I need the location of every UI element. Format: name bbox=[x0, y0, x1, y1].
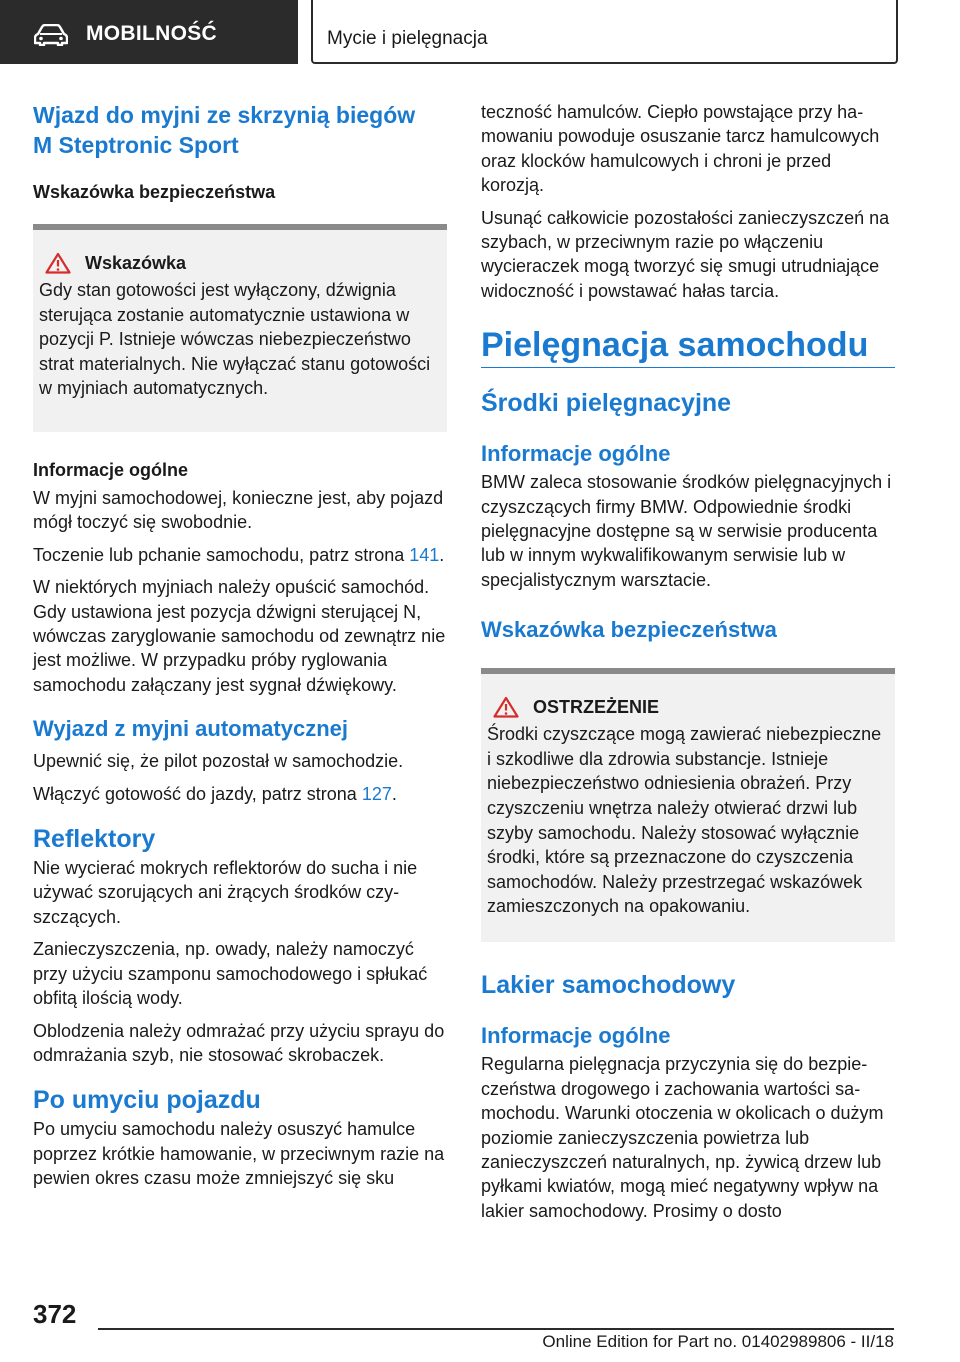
warning-box bbox=[481, 668, 895, 942]
header-category: MOBILNOŚĆ bbox=[86, 22, 218, 45]
notice-body: Gdy stan gotowości jest wyłączony, dźwignia sterująca zostanie automatycznie ustawiona w pozycji P. Istnieje wówczas niebezpieczeństwo strat materialnych. Nie wyłączać stanu gotowości w myjniach automatycznych. bbox=[39, 280, 431, 399]
general-info-subheading: Informacje ogólne bbox=[33, 460, 189, 480]
heading-general-info-2: Informacje ogólne bbox=[481, 1023, 671, 1049]
page-number: 372 bbox=[33, 1299, 77, 1329]
notice-box bbox=[33, 224, 447, 432]
heading-exit-carwash: Wyjazd z myjni automatycznej bbox=[33, 716, 349, 742]
page-link-127[interactable]: 127 bbox=[361, 783, 392, 804]
paragraph-brakes: Po umyciu samochodu należy osuszyć hamulce poprzez krótkie hamowanie, w przeciwnym razie na pewien okres czasu może zmniejszyć się sku bbox=[33, 1119, 445, 1189]
safety-subheading: Wskazówka bezpieczeństwa bbox=[33, 182, 276, 202]
header-category-tab bbox=[0, 0, 298, 64]
heading-safety-note: Wskazówka bezpieczeństwa bbox=[481, 617, 777, 643]
paragraph-towing-ref bbox=[33, 543, 447, 567]
heading-paint: Lakier samochodowy bbox=[481, 971, 736, 1000]
paragraph-headlights-wipe: Nie wycierać mokrych reflektorów do sucha i nie używać szorujących ani żrących środków czyszczących. bbox=[33, 858, 418, 927]
warning-triangle-icon bbox=[45, 252, 71, 274]
paragraph-roll-freely: W myjni samochodowej, konieczne jest, aby pojazd mógł toczyć się swobodnie. bbox=[33, 488, 444, 533]
paragraph-key-check: Upewnić się, że pilot pozostał w samochodzie. bbox=[33, 751, 404, 772]
heading-headlights: Reflektory bbox=[33, 825, 156, 854]
notice-title: Wskazówka bbox=[85, 252, 187, 273]
paragraph-brakes-cont: teczność hamulców. Ciepło powstające przy hamowaniu powoduje osuszanie tarcz hamulcowych oraz klocków hamulcowych i chroni je przed korozją. bbox=[481, 102, 880, 196]
paragraph-drive-ready bbox=[33, 782, 447, 806]
header-section-title: Mycie i pielęgnacja bbox=[327, 28, 488, 49]
paragraph-insects: Zanieczyszczenia, np. owady, należy namoczyć przy użyciu szamponu samochodowego i spłukać obfitą ilością wody. bbox=[33, 939, 428, 1009]
paragraph-leave-car: W niektórych myjniach należy opuścić samochód. Gdy ustawiona jest pozycja dźwigni sterującej N, wówczas zaryglowanie samochodu od zewnątrz nie jest możliwe. W przypadku próby ryglowania samochodu załączany jest sygnał dźwiękowy. bbox=[33, 577, 446, 695]
paragraph-windows-residue: Usunąć całkowicie pozostałości zanieczyszczeń na szybach, w przeciwnym razie po włączeniu wycieraczek mogą tworzyć się smugi utrudniające widoczność i powstawać hałas tarcia. bbox=[481, 207, 890, 301]
notice-header bbox=[39, 252, 437, 274]
towing-ref-end: . bbox=[439, 544, 445, 565]
warning-header bbox=[487, 696, 885, 718]
drive-ready-text: Włączyć gotowość do jazdy, patrz strona bbox=[33, 783, 362, 804]
footer-divider bbox=[98, 1328, 894, 1330]
warning-body: Środki czyszczące mogą zawierać niebezpieczne i szkodliwe dla zdrowia substancje. Istnieje niebezpieczeństwo odniesienia obrażeń. Przy czyszczeniu wnętrza należy otwierać drzwi lub szyby samochodu. Należy stosować wyłącznie środki, które są przeznaczone do czyszczenia samochodów. Należy przestrzegać wskazówek zamieszczonych na opakowaniu. bbox=[487, 724, 882, 917]
car-icon bbox=[34, 24, 68, 51]
right-column bbox=[481, 100, 895, 1223]
towing-ref-text: Toczenie lub pchanie samochodu, patrz strona bbox=[33, 544, 410, 565]
drive-ready-end: . bbox=[391, 783, 397, 804]
heading-care-products: Środki pielęgnacyjne bbox=[481, 389, 732, 418]
heading-car-care: Pielęgnacja samochodu bbox=[481, 325, 895, 368]
paragraph-bmw-products: BMW zaleca stosowanie środków pielęgnacyjnych i czyszczących firmy BMW. Odpowiednie środki pielęgnacyjne dostępne są w serwisie producenta lub w innym wykwalifikowanym serwisie lub w specjalistycznym warsztacie. bbox=[481, 472, 892, 590]
warning-triangle-icon bbox=[493, 696, 519, 718]
paragraph-paint-care: Regularna pielęgnacja przyczynia się do bezpieczeństwa drogowego i zachowania wartości samochodu. Warunki otoczenia w okolicach o dużym poziomie zanieczyszczenia powietrza lub zanieczyszczeń naturalnych, np. żywicą drzew lub pyłkami kwiatów, mogą mieć negatywny wpływ na lakier samochodowy. Prosimy o dosto bbox=[481, 1054, 884, 1221]
footer-edition: Online Edition for Part no. 01402989806 - II/18 bbox=[542, 1332, 894, 1351]
warning-title: OSTRZEŻENIE bbox=[533, 696, 660, 717]
heading-steptronic: Wjazd do myjni ze skrzynią biegów M Steptronic Sport bbox=[33, 102, 416, 158]
paragraph-ice: Oblodzenia należy odmrażać przy użyciu sprayu do odmrażania szyb, nie stosować skrobaczek. bbox=[33, 1020, 445, 1065]
heading-general-info-1: Informacje ogólne bbox=[481, 441, 671, 467]
heading-after-wash: Po umyciu pojazdu bbox=[33, 1086, 261, 1115]
left-column bbox=[33, 100, 447, 1191]
header-section-box bbox=[311, 0, 898, 64]
page-link-141[interactable]: 141 bbox=[409, 544, 440, 565]
